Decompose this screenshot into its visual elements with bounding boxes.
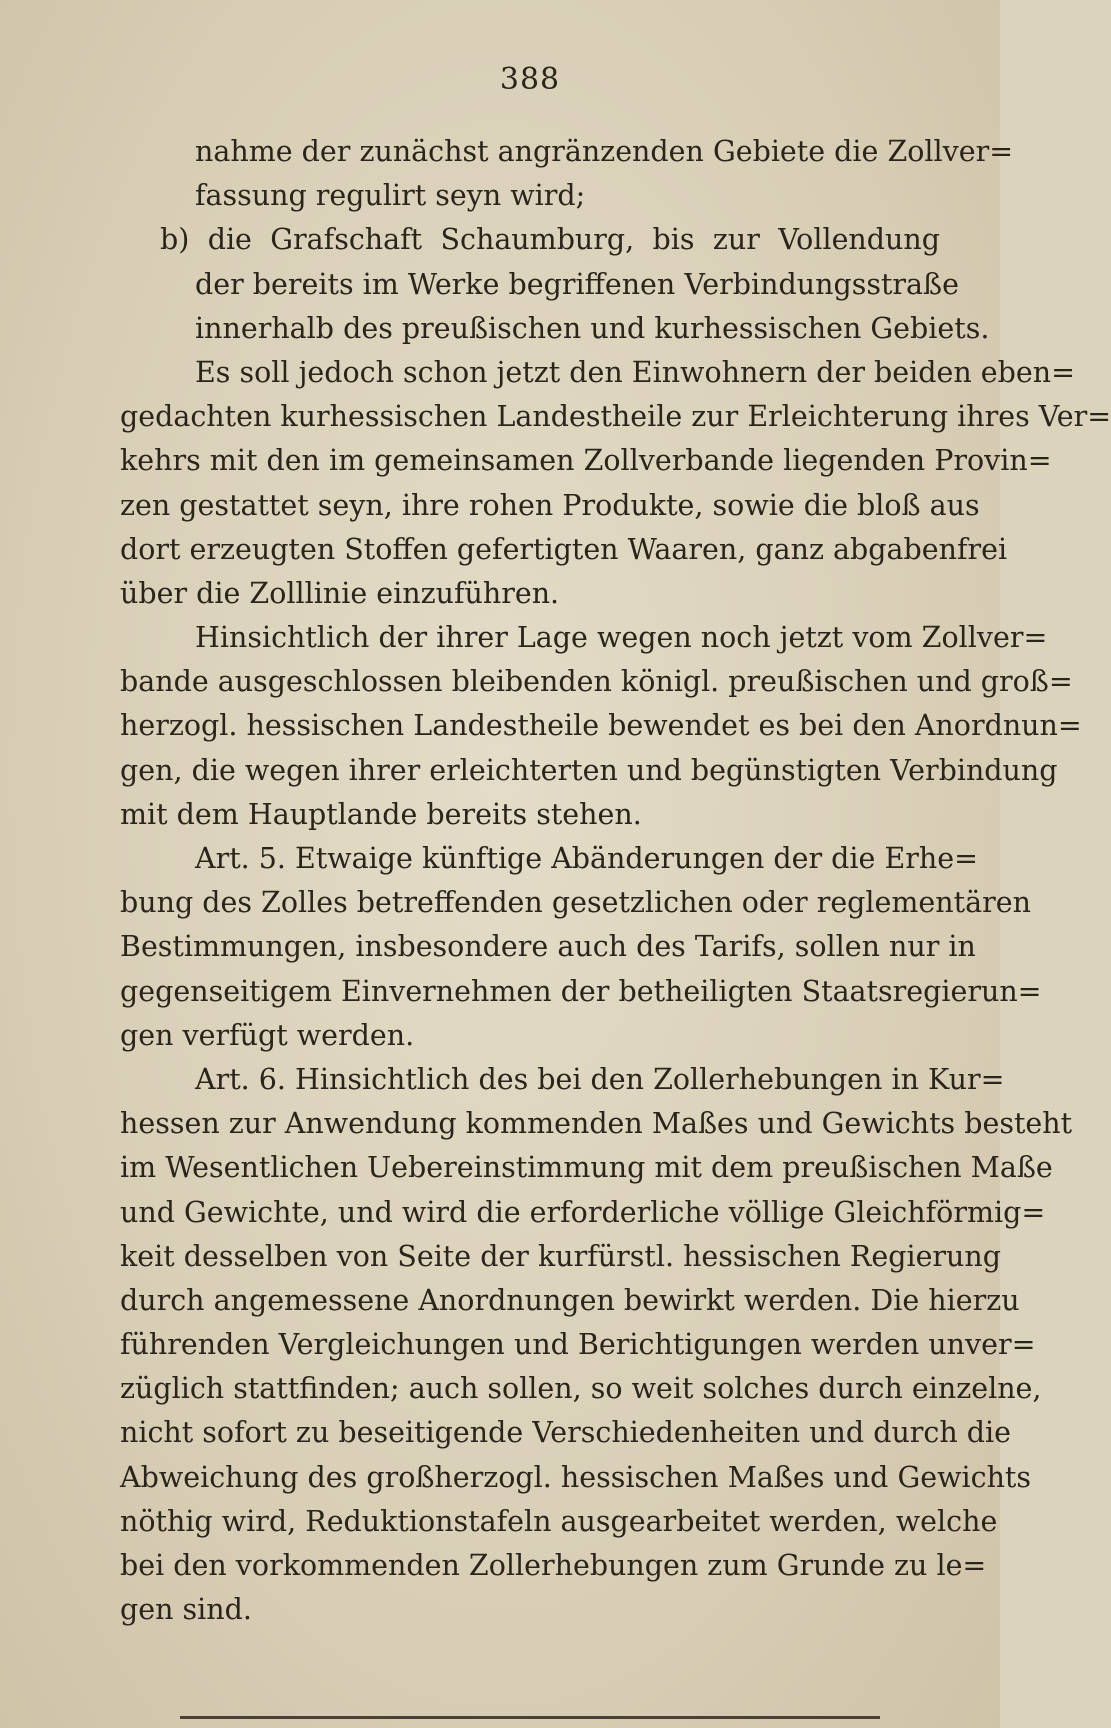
text-line: Art. 6. Hinsichtlich des bei den Zollerhebungen in Kur= bbox=[195, 1062, 1005, 1096]
text-line: Bestimmungen, insbesondere auch des Tarifs, sollen nur in bbox=[120, 930, 976, 964]
text-line: durch angemessene Anordnungen bewirkt werden. Die hierzu bbox=[120, 1283, 1020, 1317]
text-line: und Gewichte, und wird die erforderliche völlige Gleichförmig= bbox=[120, 1195, 1046, 1229]
text-line: im Wesentlichen Uebereinstimmung mit dem preußischen Maße bbox=[120, 1151, 1053, 1185]
text-line: b) die Grafschaft Schaumburg, bis zur Vollendung bbox=[160, 223, 940, 257]
text-line: mit dem Hauptlande bereits stehen. bbox=[120, 797, 642, 831]
text-line: gen sind. bbox=[120, 1593, 252, 1627]
text-line: über die Zolllinie einzuführen. bbox=[120, 576, 560, 610]
text-line: hessen zur Anwendung kommenden Maßes und Gewichts besteht bbox=[120, 1107, 1073, 1141]
text-line: bande ausgeschlossen bleibenden königl. preußischen und groß= bbox=[120, 665, 1073, 699]
text-line: bei den vorkommenden Zollerhebungen zum Grunde zu le= bbox=[120, 1549, 987, 1582]
text-line: züglich stattfinden; auch sollen, so weit solches durch einzelne, bbox=[120, 1372, 1042, 1406]
text-line: nicht sofort zu beseitigende Verschiedenheiten und durch die bbox=[120, 1416, 1012, 1450]
text-line: kehrs mit den im gemeinsamen Zollverbande liegenden Provin= bbox=[120, 444, 1052, 478]
text-line: herzogl. hessischen Landestheile bewendet es bei den Anordnun= bbox=[120, 709, 1082, 743]
text-line: Art. 5. Etwaige künftige Abänderungen der die Erhe= bbox=[195, 842, 978, 875]
text-line: der bereits im Werke begriffenen Verbindungsstraße bbox=[195, 267, 959, 301]
text-line: Es soll jedoch schon jetzt den Einwohnern der beiden eben= bbox=[195, 355, 1075, 389]
text-line: Abweichung des großherzogl. hessischen Maßes und Gewichts bbox=[120, 1460, 1032, 1494]
page-number: 388 bbox=[499, 62, 561, 97]
text-line: gen, die wegen ihrer erleichterten und begünstigten Verbindung bbox=[120, 753, 1058, 787]
text-line: führenden Vergleichungen und Berichtigungen werden unver= bbox=[120, 1328, 1036, 1362]
text-line: gegenseitigem Einvernehmen der betheiligten Staatsregierun= bbox=[120, 974, 1042, 1008]
text-line: bung des Zolles betreffenden gesetzlichen oder reglementären bbox=[120, 886, 1031, 920]
text-line: gedachten kurhessischen Landestheile zur Erleichterung ihres Ver= bbox=[120, 400, 1111, 434]
body-text bbox=[120, 130, 1111, 1632]
text-line: dort erzeugten Stoffen gefertigten Waaren, ganz abgabenfrei bbox=[120, 532, 1008, 566]
text-line: Hinsichtlich der ihrer Lage wegen noch jetzt vom Zollver= bbox=[195, 621, 1048, 655]
text-line: innerhalb des preußischen und kurhessischen Gebiets. bbox=[195, 311, 990, 345]
text-line: zen gestattet seyn, ihre rohen Produkte, sowie die bloß aus bbox=[120, 488, 980, 522]
text-line: fassung regulirt seyn wird; bbox=[195, 179, 586, 213]
page-edge-rule bbox=[180, 1716, 880, 1719]
text-line: gen verfügt werden. bbox=[120, 1018, 415, 1052]
text-line: keit desselben von Seite der kurfürstl. hessischen Regierung bbox=[120, 1239, 1002, 1273]
text-line: nöthig wird, Reduktionstafeln ausgearbeitet werden, welche bbox=[120, 1504, 998, 1538]
text-line: nahme der zunächst angränzenden Gebiete die Zollver= bbox=[195, 135, 1014, 168]
